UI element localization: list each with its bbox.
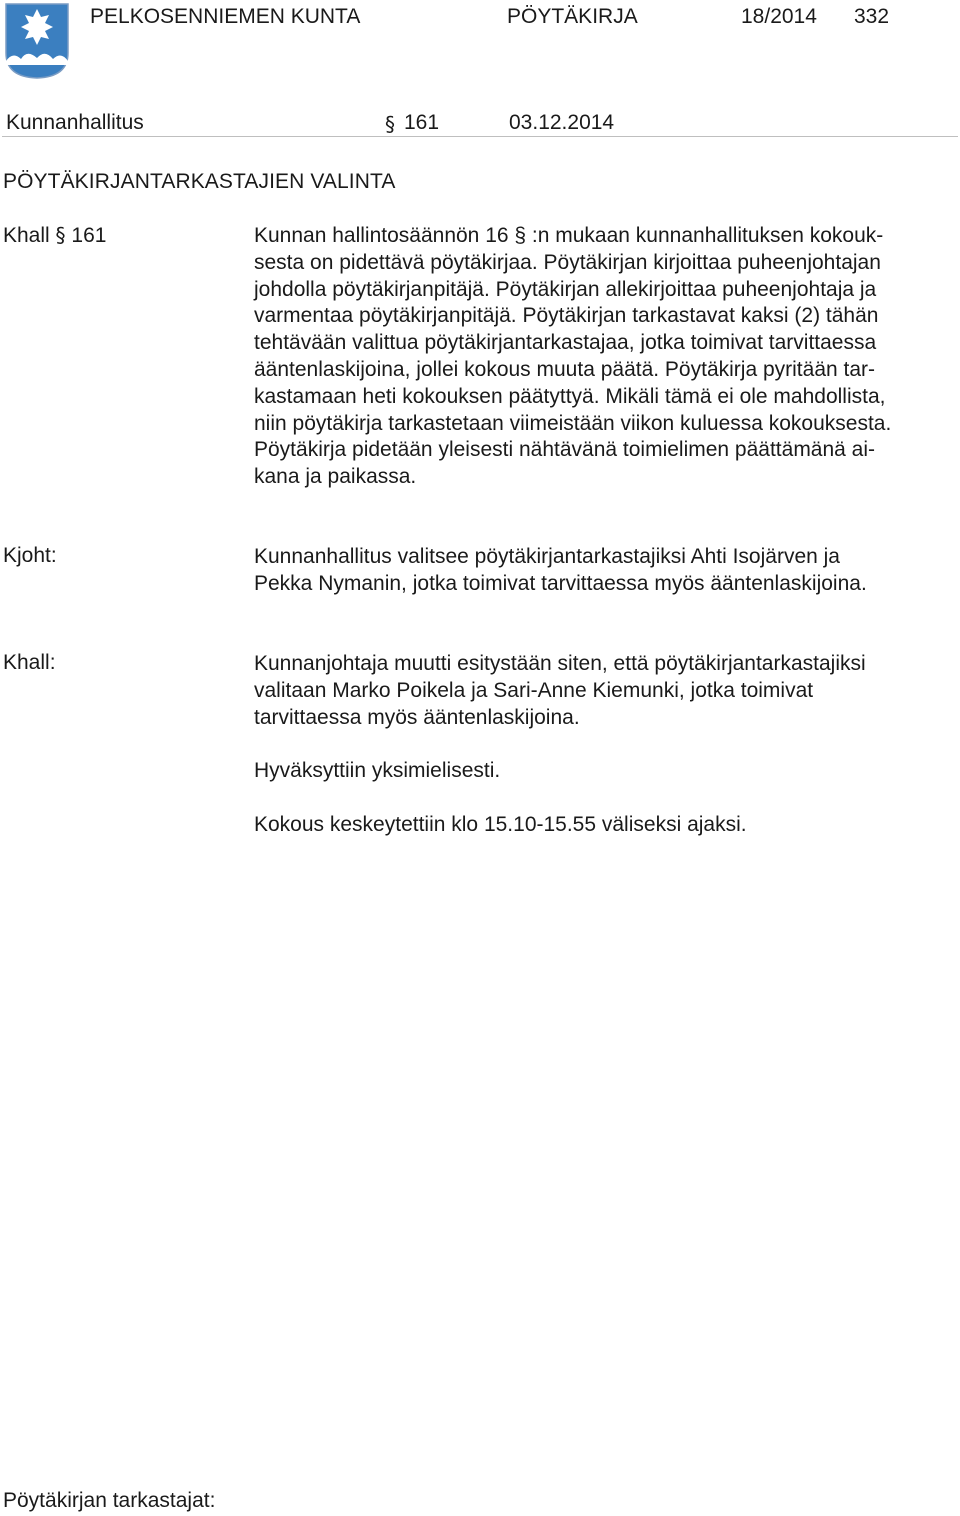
paragraph-line: johdolla pöytäkirjanpitäjä. Pöytäkirjan allekirjoittaa puheenjohtaja ja	[254, 277, 877, 301]
decision-paragraph	[254, 651, 866, 731]
paragraph-line: Kunnan hallintosäännön 16 § :n mukaan kunnanhallituksen kokouk-	[254, 224, 884, 247]
khall-section-number: 161	[71, 224, 107, 247]
header-divider	[2, 136, 958, 137]
paragraph-line: niin pöytäkirja tarkastetaan viimeistään viikon kuluessa kokouksesta.	[254, 411, 892, 435]
approval-text: Hyväksyttiin yksimielisesti.	[254, 759, 501, 782]
meeting-break-note: Kokous keskeytettiin klo 15.10-15.55 väliseksi ajaksi.	[254, 813, 747, 836]
paragraph-line: Kunnanhallitus valitsee pöytäkirjantarkastajiksi Ahti Isojärven ja	[254, 545, 840, 568]
paragraph-line: ääntenlaskijoina, jollei kokous muuta päätä. Pöytäkirja pyritään tar-	[254, 357, 876, 381]
paragraph-line: valitaan Marko Poikela ja Sari-Anne Kiemunki, jotka toimivat	[254, 678, 814, 702]
paragraph-line: Pöytäkirja pidetään yleisesti nähtävänä toimielimen päättämänä ai-	[254, 438, 876, 462]
page-title: PÖYTÄKIRJANTARKASTAJIEN VALINTA	[3, 170, 396, 193]
page-number: 332	[854, 5, 890, 28]
paragraph-line: tehtävään valittua pöytäkirjantarkastajaa, jotka toimivat tarvittaessa	[254, 331, 877, 355]
meeting-date: 03.12.2014	[509, 111, 615, 134]
khall-label-prefix: Khall	[3, 224, 50, 247]
paragraph-line: Pekka Nymanin, jotka toimivat tarvittaessa myös ääntenlaskijoina.	[254, 571, 867, 595]
background-paragraph	[254, 223, 891, 491]
document-number: 18/2014	[741, 5, 817, 28]
paragraph-line: tarvittaessa myös ääntenlaskijoina.	[254, 705, 580, 729]
khall-section-symbol: §	[55, 223, 66, 247]
paragraph-line: varmentaa pöytäkirjanpitäjä. Pöytäkirjan tarkastavat kaksi (2) tähän	[254, 304, 879, 328]
khall-label: Khall:	[3, 651, 56, 674]
municipality-name: PELKOSENNIEMEN KUNTA	[90, 5, 361, 28]
kjoht-label: Kjoht:	[3, 544, 57, 567]
document-type: PÖYTÄKIRJA	[507, 5, 638, 28]
minutes-checkers-label: Pöytäkirjan tarkastajat:	[3, 1489, 216, 1512]
khall-section-label	[3, 223, 106, 248]
proposal-paragraph	[254, 544, 867, 598]
coat-of-arms-icon	[5, 3, 69, 79]
paragraph-line: sesta on pidettävä pöytäkirjaa. Pöytäkirjan kirjoittaa puheenjohtajan	[254, 250, 881, 274]
paragraph-line: Kunnanjohtaja muutti esitystään siten, että pöytäkirjantarkastajiksi	[254, 652, 866, 675]
governing-body: Kunnanhallitus	[6, 111, 144, 134]
paragraph-line: kana ja paikassa.	[254, 465, 417, 489]
paragraph-line: kastamaan heti kokouksen päätyttyä. Mikäli tämä ei ole mahdollista,	[254, 384, 886, 408]
section-number: 161	[404, 111, 440, 134]
section-symbol: §	[385, 112, 395, 136]
